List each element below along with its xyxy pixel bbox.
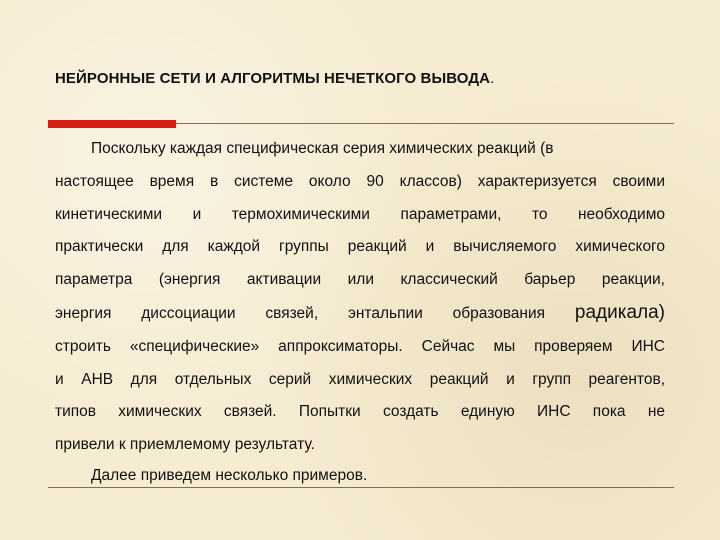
slide-title xyxy=(55,70,494,87)
accent-bar xyxy=(48,120,176,128)
paragraph-line-4: практически для каждой группы реакций и вычисляемого химического xyxy=(55,238,665,256)
paragraph-line-3: кинетическими и термохимическими параметрами, то необходимо xyxy=(55,205,665,223)
slide-title-text: НЕЙРОННЫЕ СЕТИ И АЛГОРИТМЫ НЕЧЕТКОГО ВЫВОДА xyxy=(55,70,491,87)
paragraph-line-1: Поскольку каждая специфическая серия химических реакций (в xyxy=(91,140,554,157)
paragraph-line-6-text: энергия диссоциации связей, энтальпии образования xyxy=(55,304,546,322)
paragraph xyxy=(55,133,665,462)
paragraph-line-10: привели к приемлемому результату. xyxy=(55,436,315,454)
paragraph-line-2: настоящее время в системе около 90 классов) характеризуется своими xyxy=(55,172,665,190)
closing-line: Далее приведем несколько примеров. xyxy=(91,467,368,484)
paragraph-line-6 xyxy=(55,297,665,331)
paragraph-line-8: и АНВ для отдельных серий химических реакций и групп реагентов, xyxy=(55,370,665,388)
slide-title-period: . xyxy=(490,70,495,87)
bottom-divider xyxy=(48,487,674,488)
paragraph-line-5: параметра (энергия активации или классический барьер реакции, xyxy=(55,271,665,289)
paragraph-line-7: строить «специфические» аппроксиматоры. Сейчас мы проверяем ИНС xyxy=(55,337,665,355)
paragraph-line-9: типов химических связей. Попытки создать единую ИНС пока не xyxy=(55,403,665,421)
paragraph-line-6-large-word: радикала) xyxy=(574,301,665,323)
